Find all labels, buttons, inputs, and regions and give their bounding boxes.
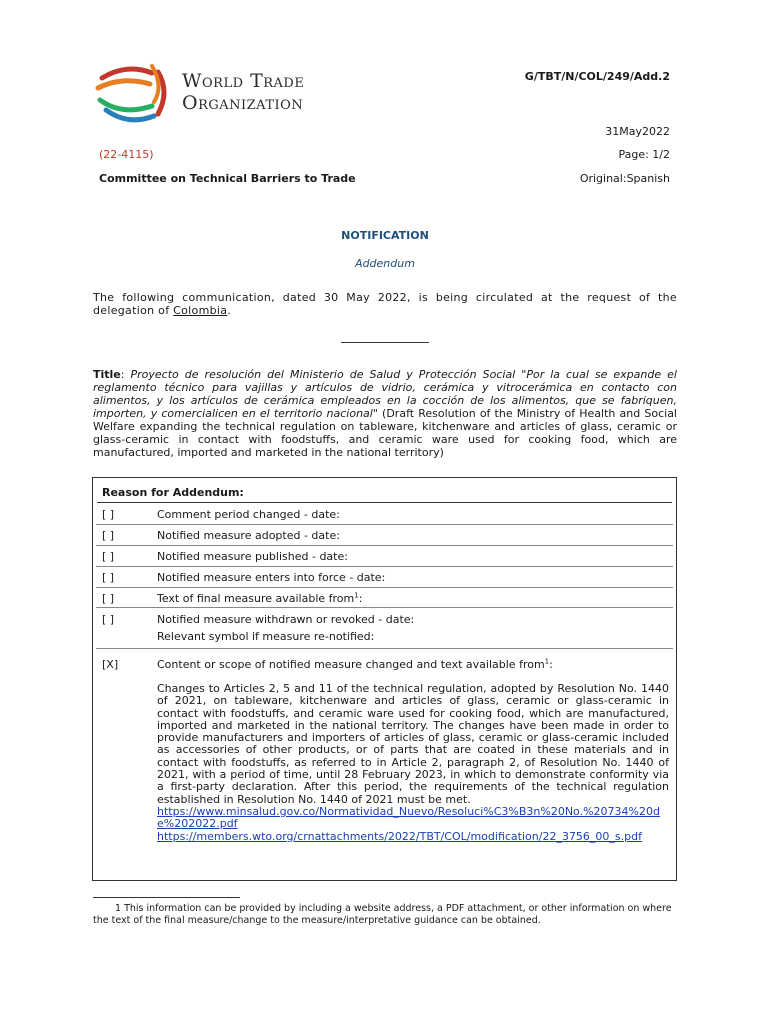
row-divider (96, 648, 673, 649)
reason-row-text (157, 658, 670, 671)
intro-country: Colombia (173, 304, 228, 317)
addendum-subheading: Addendum (355, 257, 415, 270)
row-label: Notified measure withdrawn or revoked - date: (157, 613, 415, 626)
original-language: Original:Spanish (579, 172, 670, 185)
box-inner-border (97, 502, 672, 503)
title-spanish: Proyecto de resolución del Ministerio de Salud y Protección Social "Por la cual se expande el reglamento técnico para vajillas y artículos de vidrio, cerámica y vitrocerámica en contacto con alimentos, y los artículos de cerámica empleados en la cocción de los alimentos, que se fabriquen, importen, y comercialicen en el territorio nacional" (93, 368, 677, 420)
reason-row-text: Notified measure published - date: (157, 550, 348, 563)
row-divider (96, 587, 673, 588)
checkbox-mark: [X] (102, 658, 119, 671)
checkbox-mark: [ ] (102, 571, 115, 584)
checkbox-mark: [ ] (102, 613, 115, 626)
changes-text: Changes to Articles 2, 5 and 11 of the technical regulation, adopted by Resolution No. 1440 of 2021, on tableware, kitchenware and articles of glass, ceramic or glass-ceramic in contact with foodstuffs, and ceramic ware used for cooking food, which are manufactured, imported and marketed in the national territory. The changes have been made in order to provide manufacturers and importers of articles of glass, ceramic or glass-ceramic included as accessories of other products, or of parts that are coated in these materials and in contact with foodstuffs, as referred to in Article 2, paragraph 2, of Resolution No. 1440 of 2021, with a period of time, until 28 February 2023, in which to demonstrate conformity via a first-party declaration. After this period, the requirements of the technical regulation established in Resolution No. 1440 of 2021 must be met. (157, 682, 669, 806)
title-paragraph: Title: Proyecto de resolución del Ministerio de Salud y Protección Social "Por la cual se expande el reglamento técnico para vajillas y artículos de vidrio, cerámica y vitrocerámica en contacto con alimentos, y los artículos de cerámica empleados en la cocción de los alimentos, que se fabriquen, importen, y comercialicen en el territorio nacional" (Draft Resolution of the Ministry of Health and Social Welfare expanding the technical regulation on tableware, kitchenware and articles of glass, ceramic or glass-ceramic in contact with foodstuffs, and ceramic ware used for cooking food, which are manufactured, imported and marketed in the national territory) (93, 368, 677, 459)
wto-attachment-link[interactable]: https://members.wto.org/crnattachments/2022/TBT/COL/modification/22_3756_00_s.pdf (157, 829, 642, 843)
checkbox-mark: [ ] (102, 592, 115, 605)
changes-description (157, 683, 669, 843)
reason-row-text (157, 592, 670, 605)
checkbox-mark: [ ] (102, 550, 115, 563)
reason-heading: Reason for Addendum: (102, 486, 244, 499)
title-english: (Draft Resolution of the Ministry of Health and Social Welfare expanding the technical regulation on tableware, kitchenware and articles of glass, ceramic or glass-ceramic in contact with foodstuffs, and ceramic ware used for cooking food, which are manufactured, imported and marketed in the national territory) (93, 407, 677, 459)
checkbox-mark: [ ] (102, 529, 115, 542)
document-symbol: G/TBT/N/COL/249/Add.2 (524, 70, 670, 83)
org-name-line2: Organization (182, 92, 304, 114)
reason-row-text: Notified measure adopted - date: (157, 529, 340, 542)
section-divider (341, 342, 429, 343)
intro-paragraph (93, 291, 677, 317)
row-label-2: Relevant symbol if measure re-notified: (157, 630, 375, 643)
reason-row-text: Comment period changed - date: (157, 508, 340, 521)
checkbox-mark: [ ] (102, 508, 115, 521)
reason-row-text: Notified measure enters into force - date: (157, 571, 386, 584)
row-divider (96, 545, 673, 546)
reason-row-text (157, 613, 670, 643)
footnote (93, 903, 677, 927)
row-divider (96, 566, 673, 567)
footnote-text: 1 This information can be provided by including a website address, a PDF attachment, or other information on where the text of the final measure/change to the measure/interpretative guidance can be obtained. (93, 903, 672, 926)
row-label: Content or scope of notified measure changed and text available from (157, 658, 545, 671)
footnote-divider (93, 897, 240, 898)
page-number: Page: 1/2 (618, 148, 670, 161)
title-label: Title (93, 368, 121, 381)
row-label: Text of final measure available from (157, 592, 355, 605)
row-divider (96, 607, 673, 608)
notification-heading: NOTIFICATION (341, 229, 429, 242)
row-suffix: : (549, 658, 553, 671)
footnote-ref: 1 (544, 657, 550, 666)
row-suffix: : (358, 592, 363, 605)
wto-logo-icon (92, 58, 182, 128)
footnote-ref: 1 (354, 591, 359, 600)
row-divider (96, 524, 673, 525)
document-date: 31May2022 (605, 125, 670, 138)
committee-name: Committee on Technical Barriers to Trade (99, 172, 356, 185)
intro-text: The following communication, dated 30 May 2022, is being circulated at the request of the delegation of (93, 291, 677, 317)
minsalud-link[interactable]: https://www.minsalud.gov.co/Normatividad_Nuevo/Resoluci%C3%B3n%20No.%20734%20de%202022.pdf (157, 804, 660, 831)
organization-name (182, 70, 304, 114)
org-name-line1: World Trade (182, 70, 305, 92)
document-number: (22-4115) (99, 148, 154, 161)
intro-end: . (227, 304, 232, 317)
